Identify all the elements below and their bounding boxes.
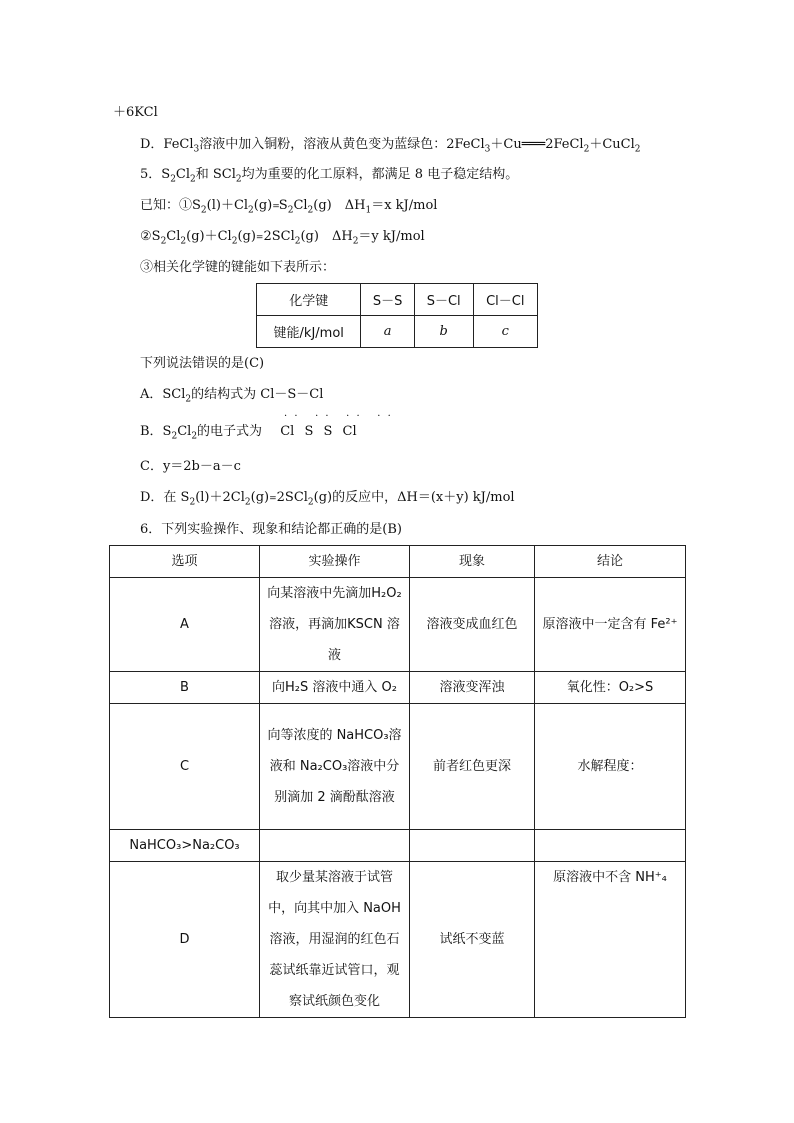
empty-cell [535, 830, 686, 862]
empty-cell [410, 830, 535, 862]
question-prompt: 下列说法错误的是(C) [140, 356, 265, 371]
conclusion-cell: 原溶液中不含 NH⁺₄ [535, 862, 686, 1018]
header-cell: Cl－Cl [473, 284, 537, 316]
operation-cell: 取少量某溶液于试管中，向其中加入 NaOH 溶液，用湿润的红色石蕊试纸靠近试管口，观察试纸颜色变化 [260, 862, 410, 1018]
conclusion-cell: 原溶液中一定含有 Fe²⁺ [535, 578, 686, 672]
continuation-cell: NaHCO₃>Na₂CO₃ [110, 830, 260, 862]
table-row [257, 284, 538, 316]
value-cell: a [361, 316, 414, 348]
table-row [110, 672, 686, 704]
phenomenon-cell: 溶液变成血红色 [410, 578, 535, 672]
conclusion-cell: 氧化性：O₂>S [535, 672, 686, 704]
row-label: 键能/kJ/mol [257, 316, 361, 348]
question-5: 5．$S_2Cl_2$和 SCl$_2$均为重要的化工原料，都满足 8 电子稳定结构。 [140, 167, 519, 185]
question-6: 6．下列实验操作、现象和结论都正确的是(B) [140, 522, 402, 537]
option-cell: A [110, 578, 260, 672]
option-c: C．y＝2b－a－c [140, 459, 241, 474]
table-row [110, 704, 686, 830]
header-cell: 选项 [110, 546, 260, 578]
known-reaction-2: $②S_2Cl_2(g)+Cl_2(g)=2SCl_2(g)$ $\Delta H_2=y$ kJ/mol [140, 229, 425, 247]
bond-energy-table [256, 283, 538, 348]
option-b: B．$S_2Cl_2$的电子式为 Cl S S Cl [140, 424, 357, 442]
option-cell: C [110, 704, 260, 830]
header-cell: 现象 [410, 546, 535, 578]
option-d-feCl3: D．FeCl$_3$溶液中加入铜粉，溶液从黄色变为蓝绿色：2FeCl$_3$＋Cu═══2FeCl$_2$＋CuCl$_2$ [140, 137, 641, 155]
continuation-line: ＋6KCl [113, 105, 158, 120]
bond-energy-intro: ③相关化学键的键能如下表所示： [140, 260, 336, 275]
electron-formula: Cl S S Cl [280, 424, 357, 439]
empty-cell [260, 830, 410, 862]
header-cell: 化学键 [257, 284, 361, 316]
header-cell: S－S [361, 284, 414, 316]
value-cell: c [473, 316, 537, 348]
table-row [110, 830, 686, 862]
phenomenon-cell: 试纸不变蓝 [410, 862, 535, 1018]
header-cell: 实验操作 [260, 546, 410, 578]
option-d: D．在 $S_2(l)+2Cl_2(g)=2SCl_2(g)$的反应中，ΔH＝(x＋y) kJ/mol [140, 490, 515, 508]
header-cell: 结论 [535, 546, 686, 578]
header-cell: S－Cl [414, 284, 473, 316]
option-cell: B [110, 672, 260, 704]
phenomenon-cell: 前者红色更深 [410, 704, 535, 830]
option-cell: D [110, 862, 260, 1018]
operation-cell: 向某溶液中先滴加H₂O₂溶液，再滴加KSCN 溶液 [260, 578, 410, 672]
table-row [110, 546, 686, 578]
conclusion-cell: 水解程度： [535, 704, 686, 830]
table-row [110, 862, 686, 1018]
operation-cell: 向H₂S 溶液中通入 O₂ [260, 672, 410, 704]
known-reaction-1: 已知：$①S_2(l)+Cl_2(g)=S_2Cl_2(g)$ $\Delta H_1=x$ kJ/mol [140, 198, 438, 216]
experiment-table [109, 545, 686, 1018]
option-a: A．SCl$_2$的结构式为 Cl－S－Cl [140, 387, 324, 405]
table-row [110, 578, 686, 672]
operation-cell: 向等浓度的 NaHCO₃溶液和 Na₂CO₃溶液中分别滴加 2 滴酚酞溶液 [260, 704, 410, 830]
value-cell: b [414, 316, 473, 348]
lone-pair-dots: · · · · · · · · [284, 411, 393, 422]
table-row [257, 316, 538, 348]
phenomenon-cell: 溶液变浑浊 [410, 672, 535, 704]
